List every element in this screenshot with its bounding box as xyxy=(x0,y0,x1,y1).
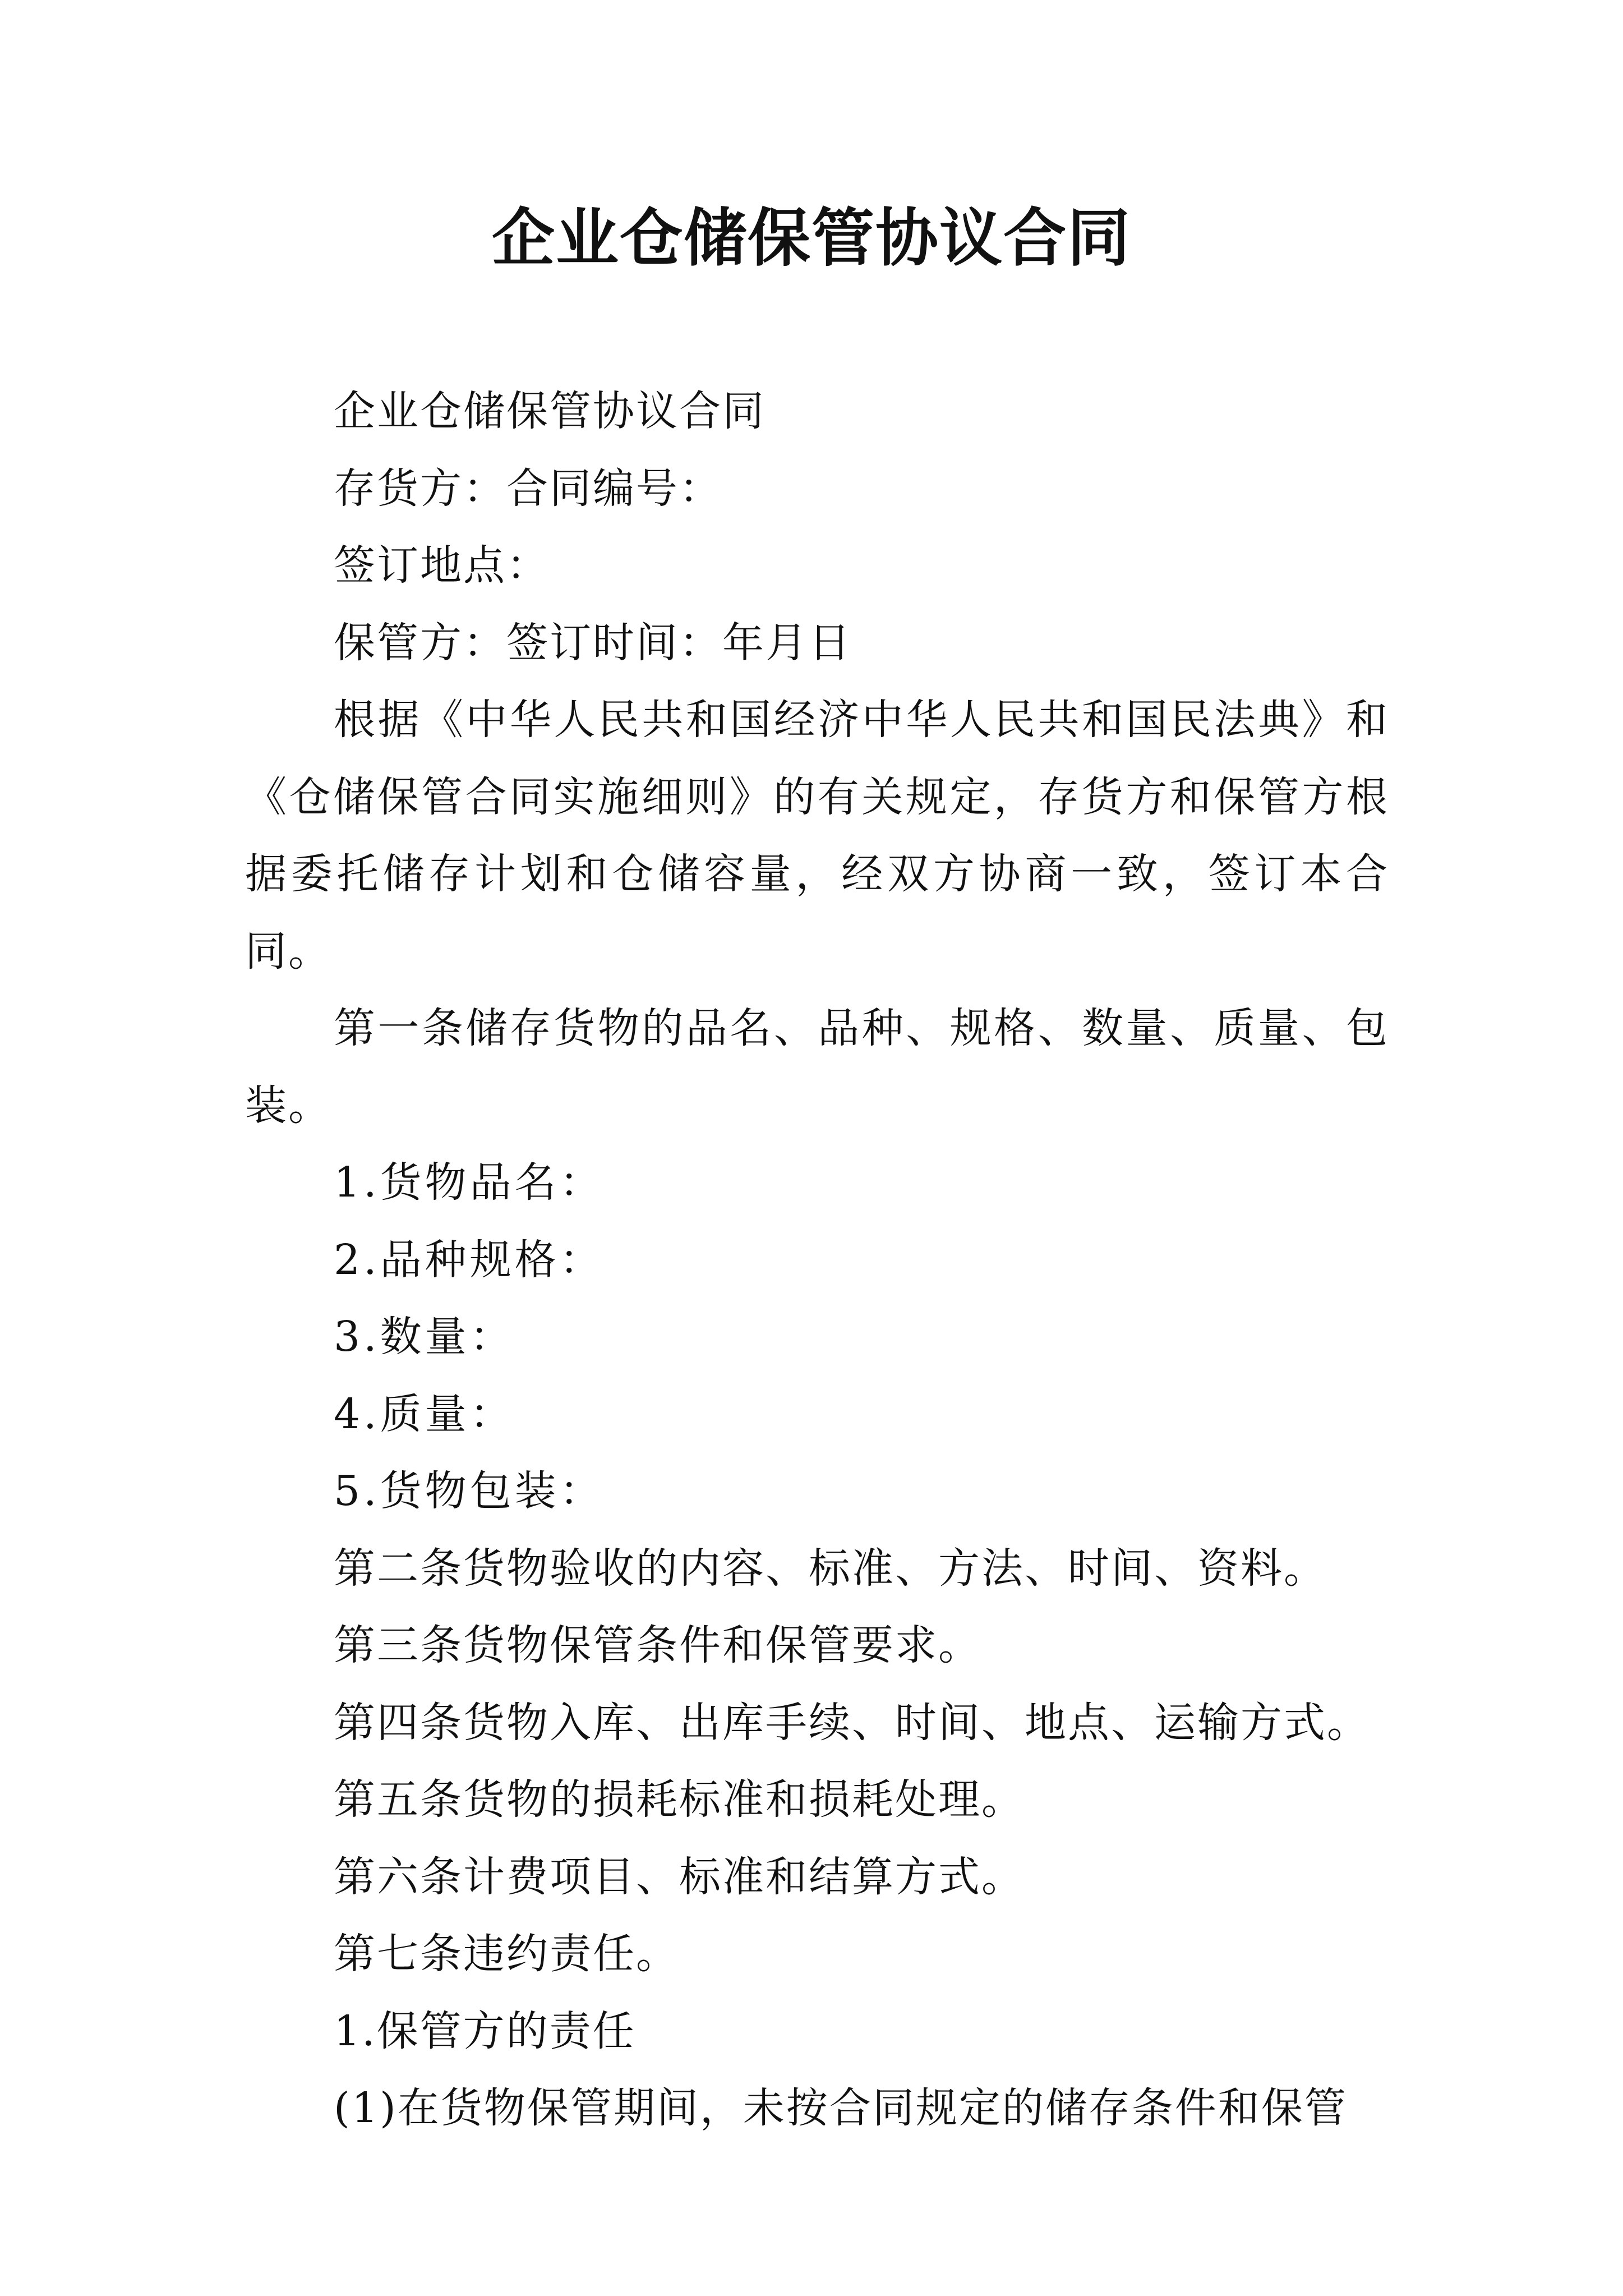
paragraph-custodian-liability: 1.保管方的责任 xyxy=(334,2007,636,2055)
paragraph-heading: 企业仓储保管协议合同 xyxy=(334,387,766,435)
paragraph-custodian: 保管方：签订时间：年月日 xyxy=(334,618,852,667)
paragraph-preamble: 根据《中华人民共和国经济中华人民共和国民法典》和《仓储保管合同实施细则》的有关规定，存货方和保管方根据委托储存计划和仓储容量，经双方协商一致，签订本合同。 xyxy=(245,696,1389,976)
document-title: 企业仓储保管协议合同 xyxy=(492,201,1131,275)
paragraph-article-7: 第七条违约责任。 xyxy=(334,1930,679,1978)
paragraph-article-4: 第四条货物入库、出库手续、时间、地点、运输方式。 xyxy=(334,1698,1370,1747)
paragraph-article-2: 第二条货物验收的内容、标准、方法、时间、资料。 xyxy=(334,1544,1327,1593)
paragraph-depositor: 存货方：合同编号： xyxy=(334,464,722,513)
paragraph-article-5: 第五条货物的损耗标准和损耗处理。 xyxy=(334,1775,1025,1824)
paragraph-item-2: 2.品种规格： xyxy=(334,1235,605,1284)
paragraph-article-6: 第六条计费项目、标准和结算方式。 xyxy=(334,1852,1025,1901)
paragraph-signing-place: 签订地点： xyxy=(334,541,550,590)
paragraph-article-3: 第三条货物保管条件和保管要求。 xyxy=(334,1621,981,1669)
paragraph-liability-1: (1)在货物保管期间，未按合同规定的储存条件和保管 xyxy=(334,2084,1348,2132)
paragraph-item-4: 4.质量： xyxy=(334,1389,515,1438)
paragraph-item-3: 3.数量： xyxy=(334,1313,515,1361)
paragraph-item-1: 1.货物品名： xyxy=(334,1158,605,1207)
document-body xyxy=(245,373,1389,2147)
paragraph-item-5: 5.货物包装： xyxy=(334,1467,605,1515)
paragraph-article-1: 第一条储存货物的品名、品种、规格、数量、质量、包装。 xyxy=(245,1004,1389,1130)
